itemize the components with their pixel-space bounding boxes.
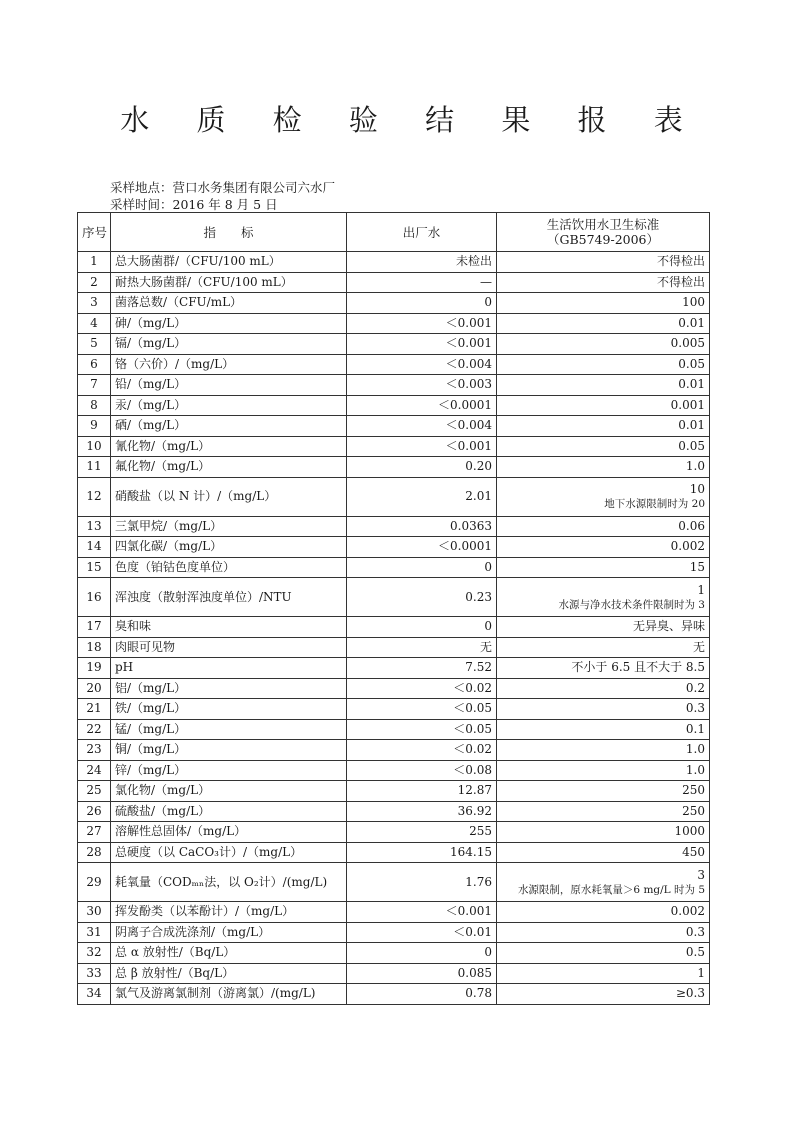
row-measured-value: ＜0.001 bbox=[347, 334, 497, 355]
row-standard-limit bbox=[497, 516, 710, 537]
header-standard bbox=[497, 213, 710, 252]
standard-value: 250 bbox=[682, 803, 705, 818]
row-standard-limit bbox=[497, 943, 710, 964]
standard-value: 无 bbox=[692, 639, 705, 654]
row-indicator: 臭和味 bbox=[111, 617, 347, 638]
row-measured-value: ＜0.001 bbox=[347, 313, 497, 334]
header-value: 出厂水 bbox=[347, 213, 497, 252]
row-measured-value: 0.0363 bbox=[347, 516, 497, 537]
standard-value: 0.2 bbox=[685, 680, 705, 695]
standard-value: 0.01 bbox=[678, 377, 705, 392]
row-measured-value: 0 bbox=[347, 293, 497, 314]
row-indicator: 氟化物/（mg/L） bbox=[111, 457, 347, 478]
row-number: 22 bbox=[78, 719, 111, 740]
row-standard-limit bbox=[497, 863, 710, 902]
row-indicator: 氯气及游离氯制剂（游离氯）/(mg/L) bbox=[111, 984, 347, 1005]
table-row bbox=[78, 658, 710, 679]
row-standard-limit bbox=[497, 375, 710, 396]
row-measured-value: ＜0.0001 bbox=[347, 395, 497, 416]
row-measured-value: — bbox=[347, 272, 497, 293]
row-measured-value: 12.87 bbox=[347, 781, 497, 802]
standard-value: 0.001 bbox=[670, 397, 705, 412]
row-number: 5 bbox=[78, 334, 111, 355]
row-standard-limit bbox=[497, 557, 710, 578]
table-row bbox=[78, 375, 710, 396]
row-indicator: 汞/（mg/L） bbox=[111, 395, 347, 416]
table-row bbox=[78, 963, 710, 984]
row-number: 10 bbox=[78, 436, 111, 457]
row-indicator: 氯化物/（mg/L） bbox=[111, 781, 347, 802]
row-standard-limit bbox=[497, 457, 710, 478]
table-row bbox=[78, 537, 710, 558]
row-number: 3 bbox=[78, 293, 111, 314]
row-number: 11 bbox=[78, 457, 111, 478]
standard-value: 不得检出 bbox=[656, 254, 705, 269]
row-number: 9 bbox=[78, 416, 111, 437]
row-number: 17 bbox=[78, 617, 111, 638]
row-measured-value: ＜0.001 bbox=[347, 902, 497, 923]
row-measured-value: 未检出 bbox=[347, 252, 497, 273]
row-measured-value: ＜0.01 bbox=[347, 922, 497, 943]
table-row bbox=[78, 557, 710, 578]
row-indicator: 硒/（mg/L） bbox=[111, 416, 347, 437]
standard-value: 0.002 bbox=[670, 904, 705, 919]
row-measured-value: 无 bbox=[347, 637, 497, 658]
table-row bbox=[78, 252, 710, 273]
table-row bbox=[78, 477, 710, 516]
row-measured-value: 0.23 bbox=[347, 578, 497, 617]
row-measured-value: ＜0.004 bbox=[347, 416, 497, 437]
row-standard-limit bbox=[497, 781, 710, 802]
table-row bbox=[78, 863, 710, 902]
standard-value: 3 bbox=[697, 867, 705, 882]
table-row bbox=[78, 699, 710, 720]
row-measured-value: 2.01 bbox=[347, 477, 497, 516]
header-standard-line1: 生活饮用水卫生标准 bbox=[546, 217, 660, 232]
row-number: 31 bbox=[78, 922, 111, 943]
table-row bbox=[78, 822, 710, 843]
table-row bbox=[78, 740, 710, 761]
row-indicator: 总 α 放射性/（Bq/L） bbox=[111, 943, 347, 964]
row-indicator: 浑浊度（散射浑浊度单位）/NTU bbox=[111, 578, 347, 617]
row-number: 16 bbox=[78, 578, 111, 617]
row-number: 26 bbox=[78, 801, 111, 822]
table-row bbox=[78, 801, 710, 822]
row-number: 28 bbox=[78, 842, 111, 863]
row-standard-limit bbox=[497, 963, 710, 984]
row-number: 20 bbox=[78, 678, 111, 699]
row-measured-value: 0 bbox=[347, 557, 497, 578]
standard-value: 0.3 bbox=[685, 924, 705, 939]
row-indicator: 耗氧量（CODₘₙ法，以 O₂计）/(mg/L) bbox=[111, 863, 347, 902]
row-indicator: 三氯甲烷/（mg/L） bbox=[111, 516, 347, 537]
row-standard-limit bbox=[497, 740, 710, 761]
standard-value: 450 bbox=[682, 844, 705, 859]
row-indicator: 硫酸盐/（mg/L） bbox=[111, 801, 347, 822]
standard-value: 0.01 bbox=[678, 418, 705, 433]
row-indicator: 阴离子合成洗涤剂/（mg/L） bbox=[111, 922, 347, 943]
row-number: 18 bbox=[78, 637, 111, 658]
report-title: 水 质 检 验 结 果 报 表 bbox=[120, 103, 702, 137]
table-row bbox=[78, 578, 710, 617]
standard-value: 1.0 bbox=[685, 459, 705, 474]
row-indicator: 总大肠菌群/（CFU/100 mL） bbox=[111, 252, 347, 273]
row-measured-value: ＜0.001 bbox=[347, 436, 497, 457]
row-number: 1 bbox=[78, 252, 111, 273]
row-number: 2 bbox=[78, 272, 111, 293]
standard-note: 水源限制，原水耗氧量＞6 mg/L 时为 5 bbox=[517, 883, 705, 896]
row-standard-limit bbox=[497, 334, 710, 355]
table-row bbox=[78, 334, 710, 355]
row-indicator: 锰/（mg/L） bbox=[111, 719, 347, 740]
standard-value: 100 bbox=[682, 295, 705, 310]
standard-value: 1 bbox=[697, 965, 705, 980]
row-number: 4 bbox=[78, 313, 111, 334]
standard-value: 10 bbox=[689, 482, 705, 496]
row-measured-value: ＜0.0001 bbox=[347, 537, 497, 558]
row-standard-limit bbox=[497, 842, 710, 863]
row-standard-limit bbox=[497, 822, 710, 843]
table-row bbox=[78, 416, 710, 437]
row-standard-limit bbox=[497, 637, 710, 658]
table-row bbox=[78, 922, 710, 943]
standard-value: 不得检出 bbox=[656, 274, 705, 289]
row-standard-limit bbox=[497, 801, 710, 822]
row-indicator: 铬（六价）/（mg/L） bbox=[111, 354, 347, 375]
row-indicator: 氰化物/（mg/L） bbox=[111, 436, 347, 457]
table-row bbox=[78, 617, 710, 638]
row-measured-value: 1.76 bbox=[347, 863, 497, 902]
standard-value: 1 bbox=[697, 582, 705, 597]
row-number: 27 bbox=[78, 822, 111, 843]
row-measured-value: ＜0.08 bbox=[347, 760, 497, 781]
row-indicator: 色度（铂钴色度单位） bbox=[111, 557, 347, 578]
table-row bbox=[78, 516, 710, 537]
standard-value: 1000 bbox=[674, 824, 705, 839]
row-number: 7 bbox=[78, 375, 111, 396]
row-indicator: 总 β 放射性/（Bq/L） bbox=[111, 963, 347, 984]
row-standard-limit bbox=[497, 984, 710, 1005]
header-item: 指 标 bbox=[111, 213, 347, 252]
row-number: 8 bbox=[78, 395, 111, 416]
standard-note: 地下水源限制时为 20 bbox=[604, 498, 705, 510]
row-standard-limit bbox=[497, 902, 710, 923]
row-number: 15 bbox=[78, 557, 111, 578]
table-row bbox=[78, 354, 710, 375]
row-standard-limit bbox=[497, 252, 710, 273]
table-row bbox=[78, 293, 710, 314]
row-indicator: 耐热大肠菌群/（CFU/100 mL） bbox=[111, 272, 347, 293]
table-row bbox=[78, 272, 710, 293]
row-standard-limit bbox=[497, 416, 710, 437]
row-indicator: 铝/（mg/L） bbox=[111, 678, 347, 699]
standard-value: 15 bbox=[689, 559, 705, 574]
row-standard-limit bbox=[497, 436, 710, 457]
row-indicator: 四氯化碳/（mg/L） bbox=[111, 537, 347, 558]
row-number: 29 bbox=[78, 863, 111, 902]
row-indicator: 铅/（mg/L） bbox=[111, 375, 347, 396]
row-number: 33 bbox=[78, 963, 111, 984]
row-measured-value: 0.20 bbox=[347, 457, 497, 478]
row-number: 34 bbox=[78, 984, 111, 1005]
standard-note: 水源与净水技术条件限制时为 3 bbox=[558, 598, 705, 611]
row-number: 21 bbox=[78, 699, 111, 720]
row-measured-value: 0 bbox=[347, 617, 497, 638]
row-measured-value: ＜0.05 bbox=[347, 699, 497, 720]
row-number: 14 bbox=[78, 537, 111, 558]
row-indicator: 锌/（mg/L） bbox=[111, 760, 347, 781]
table-row bbox=[78, 719, 710, 740]
row-indicator: 总硬度（以 CaCO₃计）/（mg/L） bbox=[111, 842, 347, 863]
row-number: 13 bbox=[78, 516, 111, 537]
row-standard-limit bbox=[497, 699, 710, 720]
table-row bbox=[78, 760, 710, 781]
standard-value: 0.5 bbox=[685, 945, 705, 960]
row-standard-limit bbox=[497, 354, 710, 375]
table-row bbox=[78, 781, 710, 802]
row-standard-limit bbox=[497, 293, 710, 314]
row-standard-limit bbox=[497, 617, 710, 638]
row-indicator: pH bbox=[111, 658, 347, 679]
row-standard-limit bbox=[497, 678, 710, 699]
row-indicator: 肉眼可见物 bbox=[111, 637, 347, 658]
table-row bbox=[78, 678, 710, 699]
row-measured-value: 36.92 bbox=[347, 801, 497, 822]
standard-value: ≥0.3 bbox=[675, 986, 705, 1001]
table-row bbox=[78, 842, 710, 863]
row-indicator: 溶解性总固体/（mg/L） bbox=[111, 822, 347, 843]
table-row bbox=[78, 313, 710, 334]
table-header-row bbox=[78, 213, 710, 252]
row-standard-limit bbox=[497, 578, 710, 617]
standard-value: 1.0 bbox=[685, 742, 705, 757]
row-indicator: 菌落总数/（CFU/mL） bbox=[111, 293, 347, 314]
row-standard-limit bbox=[497, 760, 710, 781]
table-body bbox=[78, 252, 710, 1005]
row-measured-value: 0.085 bbox=[347, 963, 497, 984]
row-number: 12 bbox=[78, 477, 111, 516]
row-standard-limit bbox=[497, 477, 710, 516]
standard-value: 1.0 bbox=[685, 762, 705, 777]
row-measured-value: ＜0.004 bbox=[347, 354, 497, 375]
row-measured-value: ＜0.003 bbox=[347, 375, 497, 396]
row-measured-value: ＜0.05 bbox=[347, 719, 497, 740]
row-measured-value: ＜0.02 bbox=[347, 678, 497, 699]
row-standard-limit bbox=[497, 719, 710, 740]
table-row bbox=[78, 637, 710, 658]
table-row bbox=[78, 457, 710, 478]
row-number: 25 bbox=[78, 781, 111, 802]
row-indicator: 硝酸盐（以 N 计）/（mg/L） bbox=[111, 477, 347, 516]
row-measured-value: ＜0.02 bbox=[347, 740, 497, 761]
standard-value: 0.1 bbox=[685, 721, 705, 736]
row-number: 30 bbox=[78, 902, 111, 923]
row-number: 19 bbox=[78, 658, 111, 679]
water-quality-table bbox=[77, 212, 710, 1005]
row-indicator: 镉/（mg/L） bbox=[111, 334, 347, 355]
row-measured-value: 0 bbox=[347, 943, 497, 964]
table-row bbox=[78, 902, 710, 923]
standard-value: 不小于 6.5 且不大于 8.5 bbox=[571, 660, 705, 675]
standard-value: 0.06 bbox=[678, 518, 705, 533]
row-number: 6 bbox=[78, 354, 111, 375]
row-standard-limit bbox=[497, 658, 710, 679]
row-number: 23 bbox=[78, 740, 111, 761]
row-number: 24 bbox=[78, 760, 111, 781]
row-indicator: 铜/（mg/L） bbox=[111, 740, 347, 761]
sampling-time: 采样时间：2016 年 8 月 5 日 bbox=[110, 197, 278, 212]
standard-value: 0.005 bbox=[670, 336, 705, 351]
standard-value: 250 bbox=[682, 783, 705, 798]
row-standard-limit bbox=[497, 313, 710, 334]
row-measured-value: 164.15 bbox=[347, 842, 497, 863]
row-standard-limit bbox=[497, 537, 710, 558]
standard-value: 0.01 bbox=[678, 315, 705, 330]
row-indicator: 挥发酚类（以苯酚计）/（mg/L） bbox=[111, 902, 347, 923]
header-standard-line2: （GB5749-2006） bbox=[546, 232, 660, 247]
row-measured-value: 255 bbox=[347, 822, 497, 843]
standard-value: 0.05 bbox=[678, 438, 705, 453]
table-row bbox=[78, 395, 710, 416]
sampling-site: 采样地点：营口水务集团有限公司六水厂 bbox=[110, 180, 336, 195]
row-standard-limit bbox=[497, 395, 710, 416]
standard-value: 无异臭、异味 bbox=[632, 619, 705, 634]
row-number: 32 bbox=[78, 943, 111, 964]
table-row bbox=[78, 984, 710, 1005]
table-row bbox=[78, 436, 710, 457]
row-standard-limit bbox=[497, 922, 710, 943]
standard-value: 0.002 bbox=[670, 539, 705, 554]
row-indicator: 砷/（mg/L） bbox=[111, 313, 347, 334]
header-no: 序号 bbox=[78, 213, 111, 252]
row-indicator: 铁/（mg/L） bbox=[111, 699, 347, 720]
standard-value: 0.3 bbox=[685, 701, 705, 716]
table-row bbox=[78, 943, 710, 964]
standard-value: 0.05 bbox=[678, 356, 705, 371]
row-standard-limit bbox=[497, 272, 710, 293]
row-measured-value: 0.78 bbox=[347, 984, 497, 1005]
row-measured-value: 7.52 bbox=[347, 658, 497, 679]
